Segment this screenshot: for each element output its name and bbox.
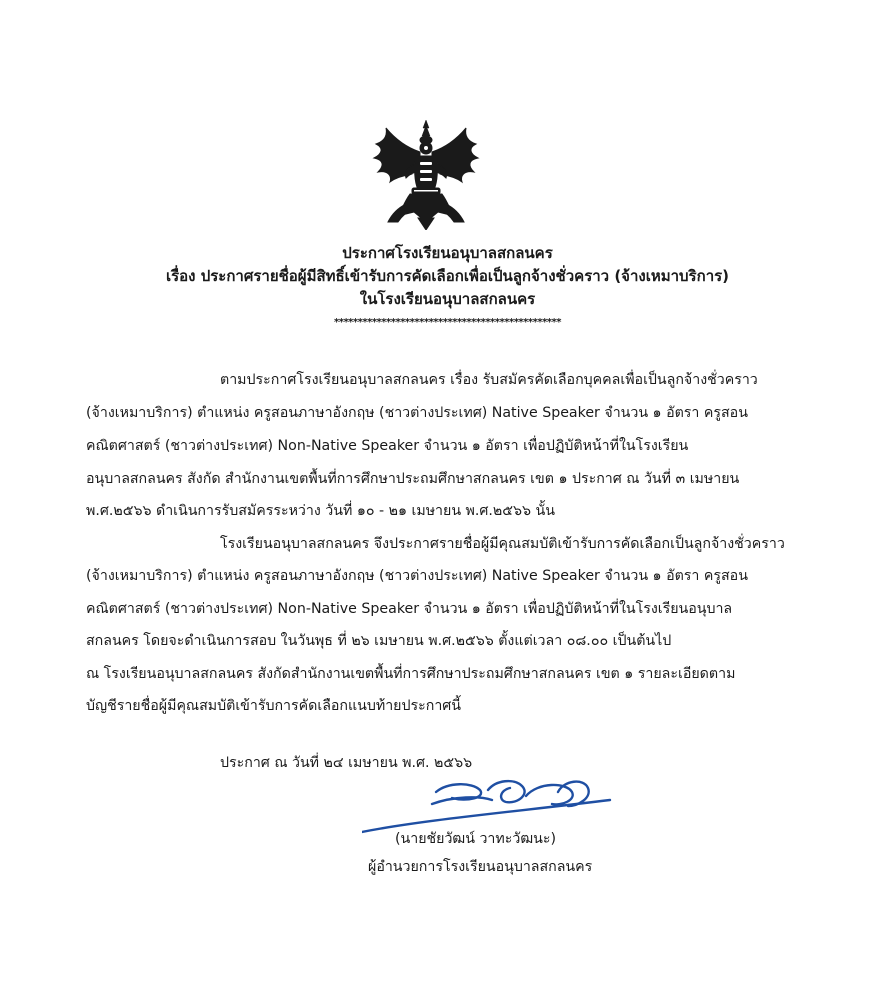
announcement-school: ในโรงเรียนอนุบาลสกลนคร [359, 290, 536, 308]
paragraph2-line: (จ้างเหมาบริการ) ตำแหน่ง ครูสอนภาษาอังกฤษ (ชาวต่างประเทศ) Native Speaker จำนวน ๑ อัตรา ครูสอน [86, 568, 748, 584]
paragraph2-line: สกลนคร โดยจะดำเนินการสอบ ในวันพุธ ที่ ๒๖ เมษายน พ.ศ.๒๕๖๖ ตั้งแต่เวลา ๐๘.๐๐ เป็นต้นไป [86, 633, 672, 649]
paragraph2-line: คณิตศาสตร์ (ชาวต่างประเทศ) Non-Native Speaker จำนวน ๑ อัตรา เพื่อปฏิบัติหน้าที่ในโรงเรียนอนุบาล [86, 601, 733, 617]
paragraph2-line: บัญชีรายชื่อผู้มีคุณสมบัติเข้ารับการคัดเลือกแนบท้ายประกาศนี้ [86, 698, 461, 714]
paragraph2-line: โรงเรียนอนุบาลสกลนคร จึงประกาศรายชื่อผู้มีคุณสมบัติเข้ารับการคัดเลือกเป็นลูกจ้างชั่วคราว [220, 536, 785, 552]
separator-stars: ************************************************ [333, 317, 561, 328]
garuda-emblem-icon [368, 118, 484, 230]
signatory-name: (นายชัยวัฒน์ วาทะวัฒนะ) [395, 831, 556, 847]
paragraph1-line: ตามประกาศโรงเรียนอนุบาลสกลนคร เรื่อง รับสมัครคัดเลือกบุคคลเพื่อเป็นลูกจ้างชั่วคราว [220, 372, 758, 388]
paragraph2-line: ณ โรงเรียนอนุบาลสกลนคร สังกัดสำนักงานเขตพื้นที่การศึกษาประถมศึกษาสกลนคร เขต ๑ รายละเอียดตาม [86, 666, 736, 682]
signatory-title: ผู้อำนวยการโรงเรียนอนุบาลสกลนคร [368, 859, 593, 875]
announcement-subject: เรื่อง ประกาศรายชื่อผู้มีสิทธิ์เข้ารับการคัดเลือกเพื่อเป็นลูกจ้างชั่วคราว (จ้างเหมาบริการ) [165, 267, 730, 285]
announcement-title: ประกาศโรงเรียนอนุบาลสกลนคร [342, 244, 553, 262]
paragraph1-line: คณิตศาสตร์ (ชาวต่างประเทศ) Non-Native Speaker จำนวน ๑ อัตรา เพื่อปฏิบัติหน้าที่ในโรงเรียน [86, 438, 689, 454]
paragraph1-line: พ.ศ.๒๕๖๖ ดำเนินการรับสมัครระหว่าง วันที่ ๑๐ - ๒๑ เมษายน พ.ศ.๒๕๖๖ นั้น [86, 503, 555, 519]
announcement-date: ประกาศ ณ วันที่ ๒๔ เมษายน พ.ศ. ๒๕๖๖ [220, 755, 473, 771]
paragraph1-line: อนุบาลสกลนคร สังกัด สำนักงานเขตพื้นที่การศึกษาประถมศึกษาสกลนคร เขต ๑ ประกาศ ณ วันที่ ๓ เมษายน [86, 471, 740, 487]
paragraph1-line: (จ้างเหมาบริการ) ตำแหน่ง ครูสอนภาษาอังกฤษ (ชาวต่างประเทศ) Native Speaker จำนวน ๑ อัตรา ครูสอน [86, 405, 748, 421]
